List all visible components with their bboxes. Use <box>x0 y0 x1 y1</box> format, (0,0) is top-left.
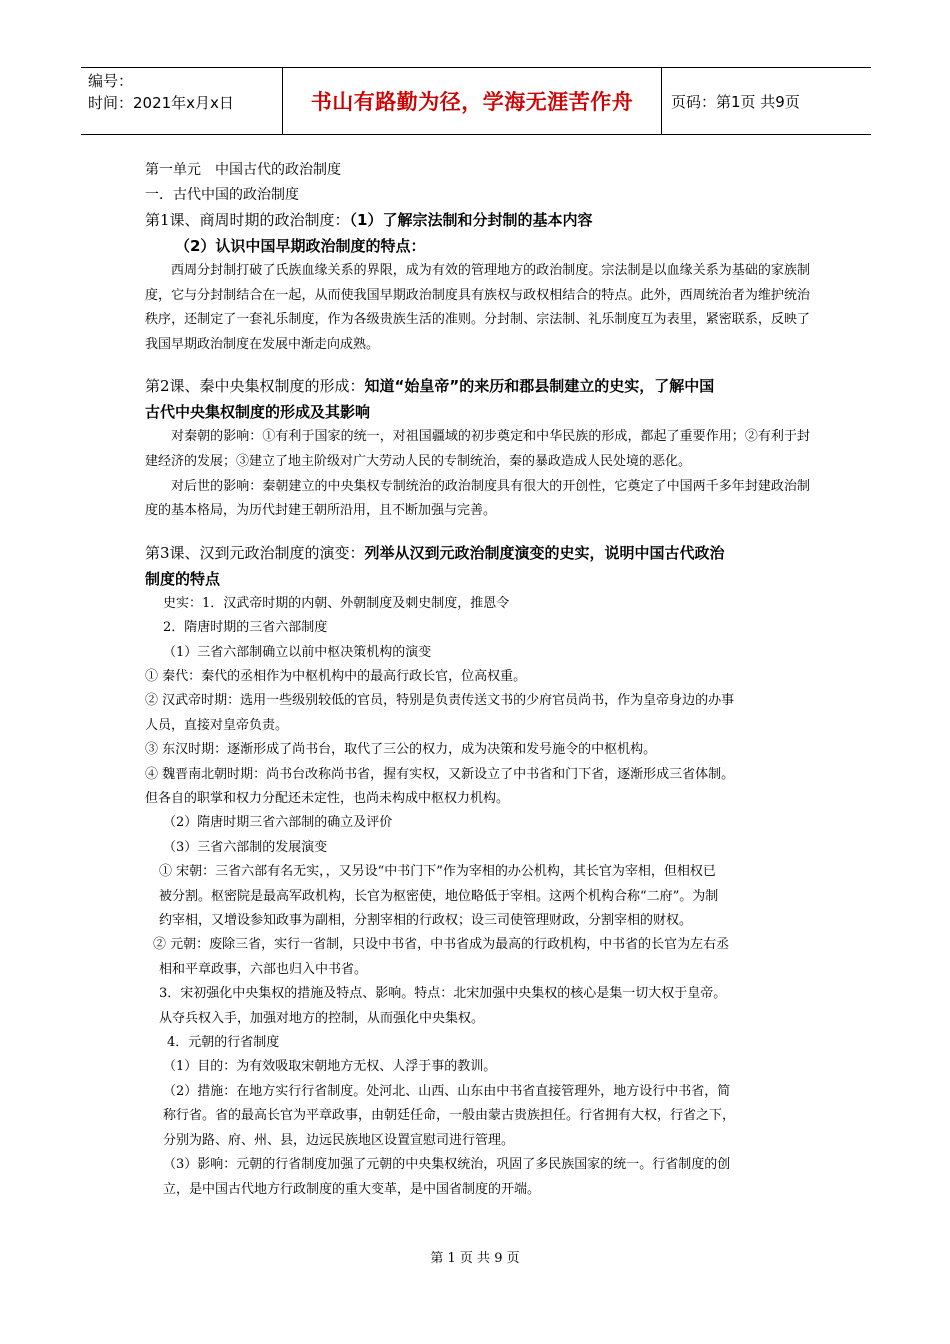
lesson3-line: （3）三省六部制的发展演变 <box>163 839 328 855</box>
lesson3-line: ④ 魏晋南北朝时期：尚书台改称尚书省，握有实权，又新设立了中书省和门下省，逐渐形成三省体制。 <box>145 766 735 782</box>
date-label: 时间：2021年x月x日 <box>88 94 234 112</box>
lesson1-prefix: 第1课、商周时期的政治制度： <box>145 211 350 229</box>
section-title: 一．古代中国的政治制度 <box>145 186 299 203</box>
lesson3-line: 史实：1．汉武帝时期的内朝、外朝制度及刺史制度，推恩令 <box>163 595 510 611</box>
lesson1-heading <box>145 207 810 233</box>
lesson1-paragraph <box>145 259 810 357</box>
lesson1-paragraph-text: 西周分封制打破了氏族血缘关系的界限，成为有效的管理地方的政治制度。宗法制是以血缘关系为基础的家族制度，它与分封制结合在一起，从而使我国早期政治制度具有族权与政权相结合的特点。此外，西周统治者为维护统治秩序，还制定了一套礼乐制度，作为各级贵族生活的准则。分封制、宗法制、礼乐制度互为表里，紧密联系，反映了我国早期政治制度在发展中渐走向成熟。 <box>145 263 810 352</box>
lesson3-line: 被分割。枢密院是最高军政机构，长官为枢密使，地位略低于宰相。这两个机构合称“二府”。为制 <box>159 888 719 904</box>
lesson1-requirement-1: （1）了解宗法制和分封制的基本内容 <box>349 211 593 229</box>
lesson2-heading <box>145 373 810 399</box>
lesson3-line: 4．元朝的行省制度 <box>167 1035 280 1051</box>
lesson3-line: ③ 东汉时期：逐渐形成了尚书台，取代了三公的权力，成为决策和发号施令的中枢机构。 <box>145 742 657 758</box>
lesson3-line: 但各自的职掌和权力分配还未定性，也尚未构成中枢权力机构。 <box>145 791 510 806</box>
lesson3-line: 相和平章政事，六部也归入中书省。 <box>159 961 368 977</box>
lesson3-requirement-b: 制度的特点 <box>145 569 221 588</box>
lesson3-line: ② 元朝：废除三省，实行一省制，只设中书省，中书省成为最高的行政机构，中书省的长官为左右丞 <box>153 937 730 953</box>
lesson3-line: 人员，直接对皇帝负责。 <box>145 717 289 733</box>
lesson3-line: ① 宋朝：三省六部有名无实，，又另设“中书门下”作为宰相的办公机构，其长官为宰相，但相权已 <box>159 864 716 880</box>
lesson2-requirement-b: 古代中央集权制度的形成及其影响 <box>145 403 371 422</box>
lesson3-prefix: 第3课、汉到元政治制度的演变： <box>145 543 365 562</box>
lesson3-line: （1）目的：为有效吸取宋朝地方无权、人浮于事的教训。 <box>163 1059 497 1075</box>
lesson3-requirement-a: 列举从汉到元政治制度演变的史实，说明中国古代政治 <box>364 543 725 562</box>
header-page-info: 页码：第1页 共9页 <box>671 92 800 111</box>
lesson3-line: 称行省。省的最高长官为平章政事，由朝廷任命，一般由蒙古贵族担任。行省拥有大权，行省之下， <box>163 1108 736 1124</box>
lesson3-line: （1）三省六部制确立以前中枢决策机构的演变 <box>163 644 432 660</box>
lesson3-line: 从夺兵权入手，加强对地方的控制，从而强化中央集权。 <box>159 1010 485 1026</box>
lesson3-line: （3）影响：元朝的行省制度加强了元朝的中央集权统治，巩固了多民族国家的统一。行省制度的创 <box>163 1157 731 1173</box>
lesson3-line: 立，是中国古代地方行政制度的重大变革，是中国省制度的开端。 <box>163 1181 541 1197</box>
lesson3-line: （2）隋唐时期三省六部制的确立及评价 <box>163 815 393 831</box>
lesson3-heading <box>145 540 810 566</box>
lesson3-line: 2．隋唐时期的三省六部制度 <box>163 620 328 636</box>
page-header <box>81 67 871 135</box>
lesson2-paragraph-2 <box>145 475 810 524</box>
lesson2-paragraph-1 <box>145 425 810 474</box>
page-footer: 第 1 页 共 9 页 <box>430 1251 520 1266</box>
lesson3-line: ① 秦代：秦代的丞相作为中枢机构中的最高行政长官，位高权重。 <box>145 668 527 684</box>
lesson2-requirement-a: 知道“始皇帝”的来历和郡县制建立的史实，了解中国 <box>364 377 715 396</box>
unit-title: 第一单元 中国古代的政治制度 <box>145 162 341 178</box>
lesson3-line: （2）措施：在地方实行行省制度。处河北、山西、山东由中书省直接管理外，地方设行中书省，简 <box>163 1083 731 1099</box>
number-label: 编号： <box>88 72 134 90</box>
lesson3-line: 3．宋初强化中央集权的措施及特点、影响。特点：北宋加强中央集权的核心是集一切大权于皇帝。 <box>159 986 727 1002</box>
lesson2-prefix: 第2课、秦中央集权制度的形成： <box>145 377 365 396</box>
header-motto: 书山有路勤为径，学海无涯苦作舟 <box>282 68 662 134</box>
lesson1-requirement-2: （2）认识中国早期政治制度的特点： <box>175 237 426 255</box>
lesson3-line: ② 汉武帝时期：选用一些级别较低的官员，特别是负责传送文书的少府官员尚书，作为皇帝身边的办事 <box>145 693 735 709</box>
lesson3-line: 分别为路、府、州、县，边远民族地区设置宣慰司进行管理。 <box>163 1132 515 1148</box>
header-meta <box>81 68 282 134</box>
document-body <box>145 158 810 1202</box>
lesson3-line: 约宰相，又增设参知政事为副相，分割宰相的行政权；设三司使管理财政，分割宰相的财权。 <box>159 913 693 929</box>
lesson2-paragraph-2-text: 对后世的影响：秦朝建立的中央集权专制统治的政治制度具有很大的开创性，它奠定了中国两千多年封建政治制度的基本格局，为历代封建王朝所沿用，且不断加强与完善。 <box>145 478 810 519</box>
lesson2-paragraph-1-text: 对秦朝的影响：①有利于国家的统一，对祖国疆域的初步奠定和中华民族的形成，都起了重要作用；②有利于封建经济的发展；③建立了地主阶级对广大劳动人民的专制统治，秦的暴政造成人民处境的恶化。 <box>145 429 810 469</box>
